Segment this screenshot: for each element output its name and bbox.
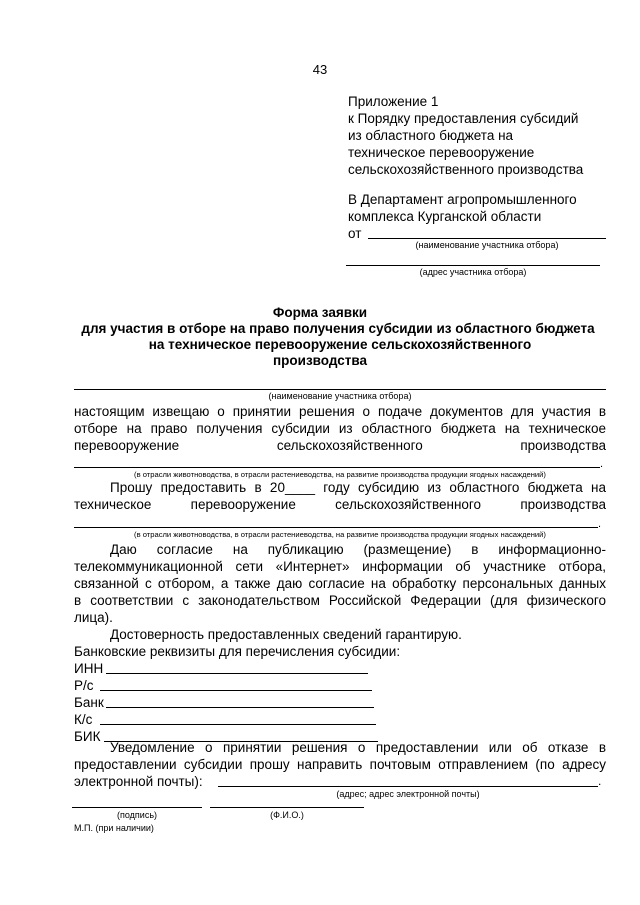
field-account-line[interactable] [100, 690, 372, 691]
consent-line-2: телекоммуникационной сети «Интернет» информации об участнике отбора, [74, 559, 606, 574]
form-subtitle-2: на техническое перевооружение сельскохозяйственного [148, 337, 532, 352]
appendix-line-2: из областного бюджета на [348, 128, 514, 143]
sector-hint-1: (в отрасли животноводства, в отрасли растениеводства, на развитие производства продукции ягодных насаждений) [134, 470, 546, 479]
form-subtitle-3: производства [273, 353, 367, 368]
bank-details-title: Банковские реквизиты для перечисления субсидии: [74, 644, 401, 659]
request-line-1: Прошу предоставить в 20____ году субсидию из областного бюджета на [110, 480, 606, 495]
notification-line-3: электронной почты): [74, 774, 203, 789]
from-label: от [348, 226, 362, 241]
notification-line-1: Уведомление о принятии решения о предоставлении или об отказе в [110, 740, 606, 755]
appendix-line-4: сельскохозяйственного производства [348, 162, 584, 177]
participant-address-hint: (адрес участника отбора) [419, 267, 527, 277]
full-name-line[interactable] [210, 807, 364, 808]
addressee-line-2: комплекса Курганской области [348, 209, 542, 224]
field-account-label: Р/с [74, 678, 94, 693]
sector-line-1[interactable] [74, 467, 600, 468]
consent-line-5: лица). [74, 610, 113, 625]
field-inn-line[interactable] [106, 673, 368, 674]
request-line-2: техническое перевооружение сельскохозяйственного производства [74, 497, 606, 512]
field-corr-account-label: К/с [74, 712, 93, 727]
email-address-hint: (адрес; адрес электронной почты) [336, 789, 480, 799]
email-address-line[interactable] [218, 786, 598, 787]
sector-hint-2: (в отрасли животноводства, в отрасли растениеводства, на развитие производства продукции ягодных насаждений) [134, 530, 546, 539]
body-participant-line[interactable] [74, 389, 606, 390]
consent-line-3: связанной с отбором, а также даю согласие на обработку персональных данных [74, 576, 606, 591]
page-number: 43 [312, 62, 328, 77]
sector-line-2[interactable] [74, 527, 598, 528]
form-subtitle-1: для участия в отборе на право получения субсидии из областного бюджета [81, 321, 595, 336]
participant-name-hint: (наименование участника отбора) [415, 240, 559, 250]
participant-name-line[interactable] [368, 238, 606, 239]
field-inn-label: ИНН [74, 661, 104, 676]
full-name-hint: (Ф.И.О.) [270, 810, 304, 820]
notification-line-2: предоставлении субсидии прошу направить почтовым отправлением (по адресу [74, 757, 606, 772]
consent-line-4: в соответствии с законодательством Российской Федерации (для физического [74, 593, 606, 608]
appendix-line-3: техническое перевооружение [348, 145, 535, 160]
consent-line-1: Даю согласие на публикацию (размещение) в информационно- [110, 542, 606, 557]
appendix-line-1: к Порядку предоставления субсидий [348, 111, 579, 126]
field-bank-label: Банк [74, 695, 104, 710]
form-title: Форма заявки [272, 305, 368, 320]
signature-line[interactable] [72, 807, 202, 808]
signature-hint: (подпись) [116, 810, 158, 820]
notice-line-3: перевооружение сельскохозяйственного производства [74, 438, 606, 453]
addressee-line-1: В Департамент агропромышленного [348, 192, 577, 207]
field-bik-label: БИК [74, 729, 101, 744]
appendix-title: Приложение 1 [348, 94, 439, 109]
field-corr-account-line[interactable] [100, 724, 376, 725]
body-participant-hint: (наименование участника отбора) [268, 391, 412, 401]
field-bank-line[interactable] [106, 707, 374, 708]
notice-line-1: настоящим извещаю о принятии решения о подаче документов для участия в [74, 404, 606, 419]
stamp-note: М.П. (при наличии) [74, 823, 154, 833]
reliability-statement: Достоверность предоставленных сведений гарантирую. [110, 627, 462, 642]
participant-address-line[interactable] [346, 265, 600, 266]
notice-line-2: отборе на право получения субсидии из областного бюджета на техническое [74, 421, 606, 436]
